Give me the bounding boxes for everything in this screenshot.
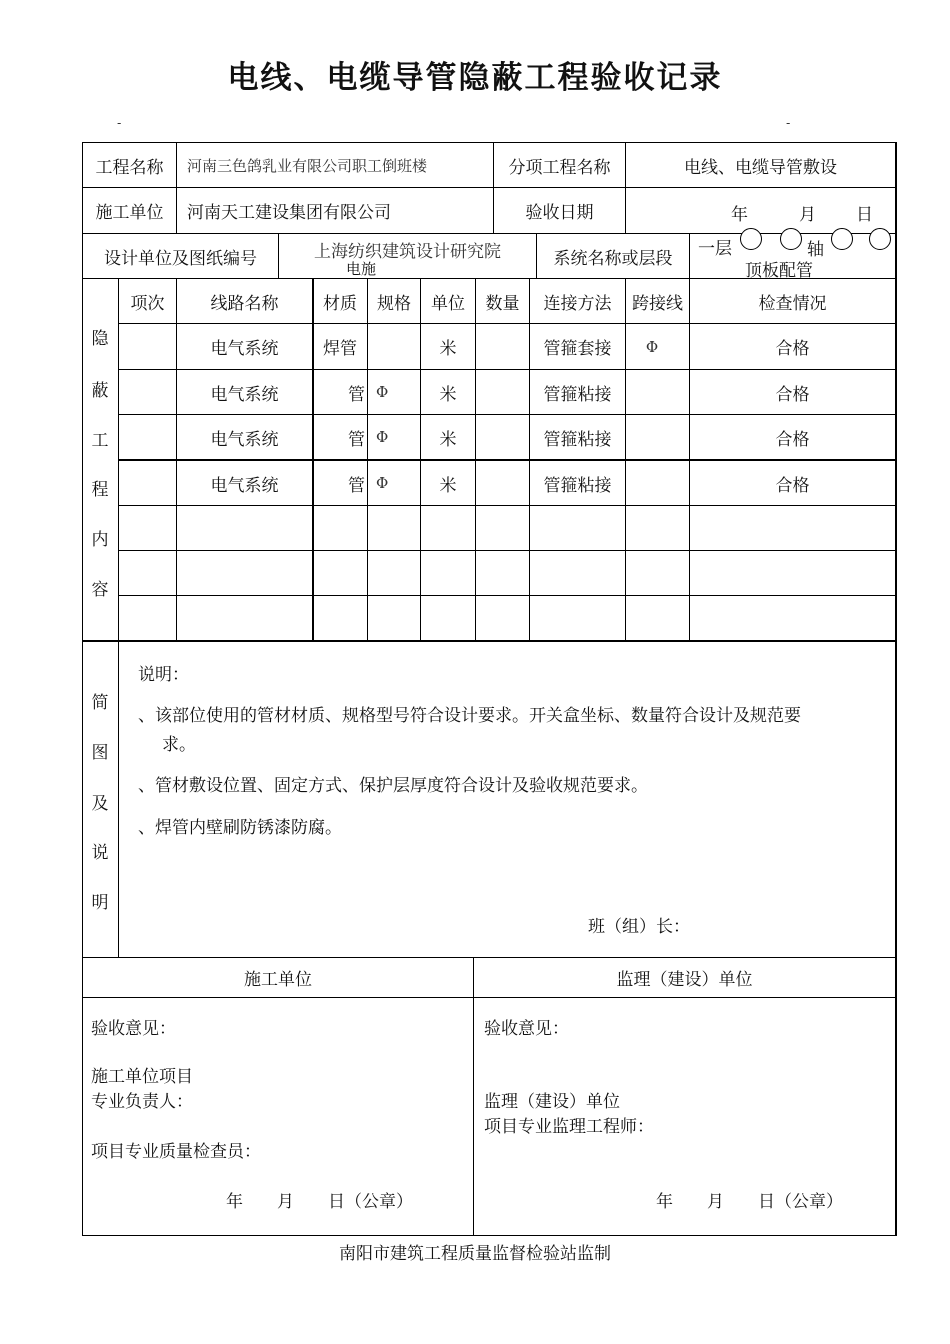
notes-heading: 说明： bbox=[138, 665, 189, 685]
supervision-unit-label: 监理（建设）单位 bbox=[484, 1092, 620, 1112]
note-2: 、管材敷设位置、固定方式、保护层厚度符合设计及验收规范要求。 bbox=[138, 776, 648, 796]
note-3: 、焊管内壁刷防锈漆防腐。 bbox=[138, 818, 342, 838]
cell-line-name: 电气系统 bbox=[210, 384, 279, 405]
cell-quantity bbox=[476, 461, 529, 505]
supervision-date-seal: 年 月 日（公章） bbox=[656, 1192, 843, 1212]
content-side-label: 工 bbox=[91, 431, 109, 451]
col-header-connection: 连接方法 bbox=[543, 293, 612, 314]
content-side-label: 隐 bbox=[91, 329, 109, 349]
supervision-unit-header: 监理（建设）单位 bbox=[616, 970, 753, 990]
content-side-label: 蔽 bbox=[91, 381, 109, 401]
supervision-opinion-label: 验收意见： bbox=[484, 1019, 569, 1039]
col-header-material: 材质 bbox=[323, 293, 357, 314]
construction-unit-header: 施工单位 bbox=[244, 970, 312, 990]
construction-date-seal: 年 月 日（公章） bbox=[226, 1192, 413, 1212]
team-leader-label: 班（组）长： bbox=[588, 917, 690, 937]
sub-project-label: 分项工程名称 bbox=[508, 157, 611, 178]
date-day: 日 bbox=[856, 205, 873, 225]
construction-unit-label: 施工单位 bbox=[95, 203, 164, 223]
cell-inspection: 合格 bbox=[775, 384, 810, 405]
drawing-number: 电施 bbox=[345, 260, 376, 278]
cell-unit: 米 bbox=[439, 475, 457, 496]
cell-material: 管 bbox=[348, 384, 365, 405]
cell-spec: Φ bbox=[376, 474, 389, 492]
cell-item bbox=[119, 461, 176, 505]
system-floor: 一层 bbox=[698, 239, 732, 259]
construction-responsible-label: 专业负责人： bbox=[91, 1092, 193, 1112]
date-month: 月 bbox=[799, 205, 816, 225]
system-location: 顶板配管 bbox=[745, 261, 813, 281]
notes-side-label: 图 bbox=[91, 743, 109, 763]
cell-quantity bbox=[476, 370, 529, 414]
cell-unit: 米 bbox=[439, 339, 457, 359]
col-header-spec: 规格 bbox=[377, 293, 411, 314]
project-name-value: 河南三色鸽乳业有限公司职工倒班楼 bbox=[187, 156, 428, 175]
content-side-label: 内 bbox=[91, 530, 109, 550]
cell-line-name: 电气系统 bbox=[210, 429, 279, 450]
system-label: 系统名称或层段 bbox=[553, 248, 673, 269]
cell-jumper bbox=[626, 370, 678, 414]
notes-side-label: 明 bbox=[91, 893, 109, 913]
cell-inspection: 合格 bbox=[775, 475, 810, 496]
col-header-jumper: 跨接线 bbox=[632, 293, 683, 314]
construction-role-label: 施工单位项目 bbox=[91, 1067, 193, 1087]
cell-line-name: 电气系统 bbox=[210, 339, 279, 359]
cell-spec: Φ bbox=[376, 428, 389, 446]
tick-mark-left: - bbox=[117, 116, 122, 130]
footer-issuer: 南阳市建筑工程质量监督检验站监制 bbox=[339, 1244, 611, 1264]
cell-quantity bbox=[476, 324, 529, 369]
cell-jumper bbox=[626, 461, 678, 505]
notes-side-label: 简 bbox=[91, 693, 109, 713]
notes-side-label: 说 bbox=[91, 843, 109, 863]
col-header-inspection: 检查情况 bbox=[758, 293, 827, 314]
cell-material: 焊管 bbox=[323, 339, 357, 359]
cell-line-name: 电气系统 bbox=[210, 475, 279, 496]
cell-connection: 管箍粘接 bbox=[543, 384, 612, 405]
tick-mark-right: - bbox=[786, 116, 791, 130]
construction-opinion-label: 验收意见： bbox=[91, 1019, 176, 1039]
col-header-quantity: 数量 bbox=[485, 293, 520, 314]
cell-inspection: 合格 bbox=[775, 339, 810, 359]
cell-unit: 米 bbox=[439, 384, 457, 405]
quality-inspector-label: 项目专业质量检查员： bbox=[91, 1142, 261, 1162]
cell-unit: 米 bbox=[439, 429, 457, 450]
design-unit-name: 上海纺织建筑设计研究院 bbox=[314, 242, 501, 262]
cell-item bbox=[119, 324, 176, 369]
cell-jumper: Φ bbox=[645, 337, 659, 356]
cell-material: 管 bbox=[348, 429, 365, 450]
content-side-label: 容 bbox=[91, 580, 109, 600]
axis-circle-1 bbox=[740, 228, 762, 250]
date-year: 年 bbox=[731, 205, 748, 225]
system-axis: 轴 bbox=[807, 240, 824, 260]
project-name-label: 工程名称 bbox=[95, 157, 164, 178]
cell-connection: 管箍粘接 bbox=[543, 475, 612, 496]
cell-item bbox=[119, 415, 176, 459]
cell-item bbox=[119, 370, 176, 414]
col-header-unit: 单位 bbox=[431, 293, 465, 314]
note-1-continued: 求。 bbox=[162, 735, 196, 755]
cell-quantity bbox=[476, 415, 529, 459]
cell-connection: 管箍套接 bbox=[543, 339, 612, 359]
cell-inspection: 合格 bbox=[775, 429, 810, 450]
document-title: 电线、电缆导管隐蔽工程验收记录 bbox=[227, 60, 723, 96]
design-unit-label: 设计单位及图纸编号 bbox=[104, 248, 257, 269]
cell-jumper bbox=[626, 415, 678, 459]
cell-connection: 管箍粘接 bbox=[543, 429, 612, 450]
axis-circle-3 bbox=[831, 228, 853, 250]
axis-circle-2 bbox=[780, 228, 802, 250]
note-1: 、该部位使用的管材材质、规格型号符合设计要求。开关盒坐标、数量符合设计及规范要 bbox=[138, 706, 801, 726]
cell-spec bbox=[368, 324, 420, 369]
construction-unit-value: 河南天工建设集团有限公司 bbox=[187, 203, 391, 223]
notes-side-label: 及 bbox=[91, 794, 109, 814]
acceptance-date-label: 验收日期 bbox=[525, 203, 594, 223]
axis-circle-4 bbox=[869, 228, 891, 250]
cell-spec: Φ bbox=[376, 383, 389, 401]
content-side-label: 程 bbox=[91, 480, 109, 500]
col-header-item: 项次 bbox=[130, 293, 165, 314]
cell-material: 管 bbox=[348, 475, 365, 496]
sub-project-value: 电线、电缆导管敷设 bbox=[684, 157, 837, 178]
supervision-engineer-label: 项目专业监理工程师： bbox=[484, 1117, 654, 1137]
col-header-line-name: 线路名称 bbox=[210, 293, 279, 314]
